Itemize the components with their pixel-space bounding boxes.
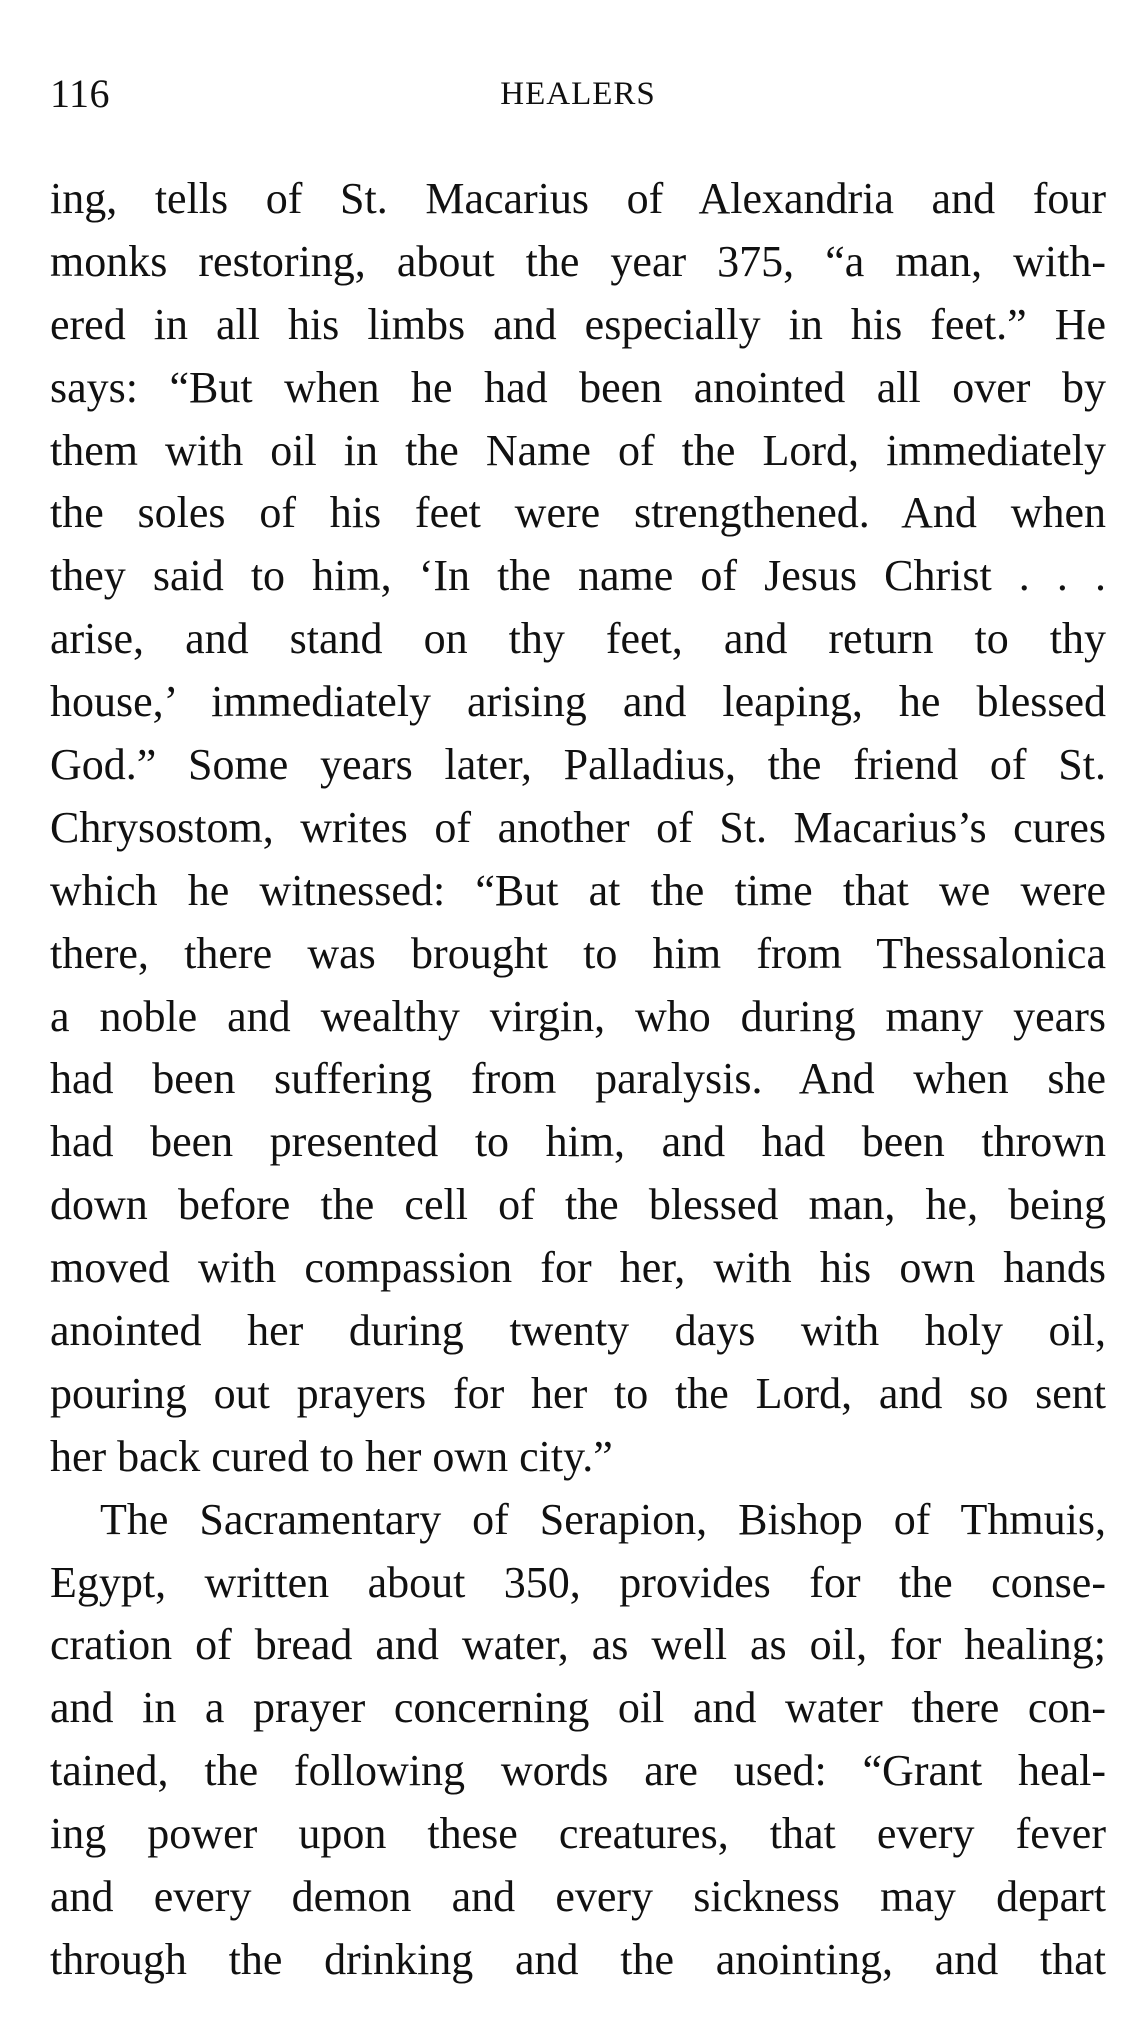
text-line: God.” Some years later, Palladius, the friend of St. [50,740,1106,790]
text-line: and every demon and every sickness may depart [50,1872,1106,1922]
text-line: moved with compassion for her, with his own hands [50,1243,1106,1293]
body-text [50,168,1106,1992]
text-line: Chrysostom, writes of another of St. Macarius’s cures [50,802,1106,852]
text-line: through the drinking and the anointing, and that [50,1934,1106,1984]
text-line: Egypt, written about 350, provides for the conse- [50,1557,1106,1607]
text-line: monks restoring, about the year 375, “a man, with- [50,236,1106,286]
text-line: arise, and stand on thy feet, and return to thy [50,614,1106,664]
text-line: house,’ immediately arising and leaping, he blessed [50,677,1106,727]
text-line: they said to him, ‘In the name of Jesus Christ . . . [50,551,1106,601]
text-line: had been suffering from paralysis. And when she [50,1054,1106,1104]
text-line: The Sacramentary of Serapion, Bishop of Thmuis, [100,1494,1106,1544]
text-line: says: “But when he had been anointed all over by [50,362,1106,412]
page-number: 116 [50,71,111,116]
text-line: tained, the following words are used: “Grant heal- [50,1746,1106,1796]
text-line: which he witnessed: “But at the time that we were [50,865,1106,915]
text-line: ing power upon these creatures, that every fever [50,1809,1106,1859]
paragraph-1 [50,168,1106,1489]
running-head: HEALERS [500,76,656,112]
page-header [50,68,1106,120]
text-line: ered in all his limbs and especially in his feet.” He [50,299,1106,349]
text-line: down before the cell of the blessed man, he, being [50,1180,1106,1230]
paragraph-2 [50,1489,1106,1992]
text-line: there, there was brought to him from Thessalonica [50,928,1106,978]
text-line: the soles of his feet were strengthened. And when [50,488,1106,538]
text-line: a noble and wealthy virgin, who during many years [50,991,1106,1041]
text-line: and in a prayer concerning oil and water there con- [50,1683,1106,1733]
text-line: had been presented to him, and had been thrown [50,1117,1106,1167]
text-line: anointed her during twenty days with holy oil, [50,1306,1106,1356]
text-line: cration of bread and water, as well as oil, for healing; [50,1620,1106,1670]
text-line: ing, tells of St. Macarius of Alexandria and four [50,174,1106,223]
text-line: them with oil in the Name of the Lord, immediately [50,425,1106,475]
text-line: her back cured to her own city.” [50,1431,613,1481]
text-line: pouring out prayers for her to the Lord, and so sent [50,1368,1106,1418]
